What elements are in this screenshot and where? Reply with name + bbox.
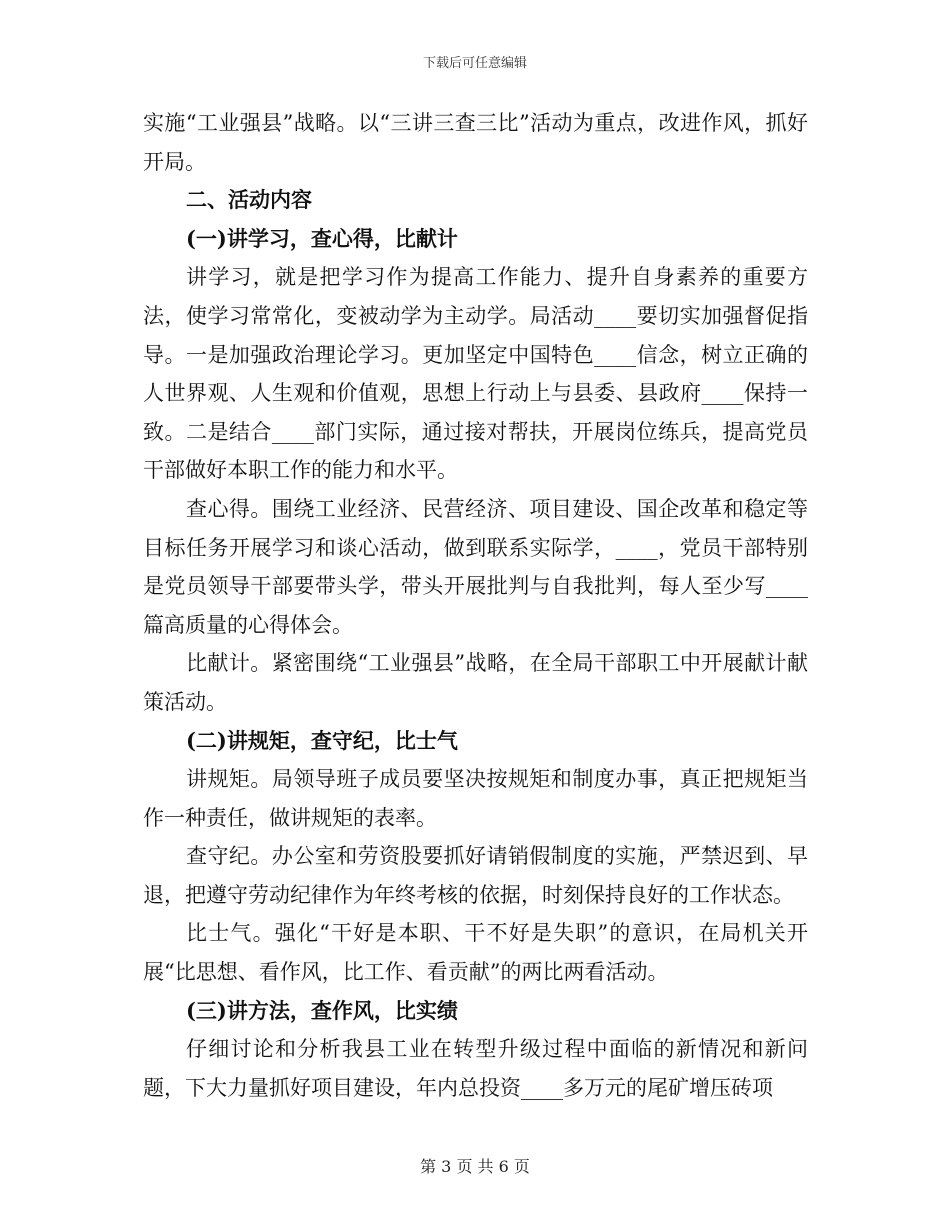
paragraph-morale: 比士气。强化“干好是本职、干不好是失职”的意识，在局机关开展“比思想、看作风，比工作、看贡献”的两比两看活动。 — [143, 921, 808, 985]
paragraph-suggestions: 比献计。紧密围绕“工业强县”战略，在全局干部职工中开展献计献策活动。 — [143, 651, 808, 714]
page-number: 第 3 页 共 6 页 — [420, 1157, 530, 1176]
subheading-methods: (三)讲方法，查作风，比实绩 — [186, 997, 458, 1023]
paragraph-0: 实施“工业强县”战略。以“三讲三查三比”活动为重点，改进作风，抓好开局。 — [143, 111, 808, 174]
document-body — [143, 104, 808, 1107]
paragraph-discipline: 查守纪。办公室和劳资股要抓好请销假制度的实施，严禁迟到、早退，把遵守劳动纪律作为年终考核的依据，时刻保持良好的工作状态。 — [143, 844, 808, 907]
paragraph-study: 讲学习，就是把学习作为提高工作能力、提升自身素养的重要方法，使学习常常化，变被动学为主动学。局活动____要切实加强督促指导。一是加强政治理论学习。更加坚定中国特色____信念，树立正确的人世界观、人生观和价值观，思想上行动上与县委、县政府____保持一致。二是结合____部门实际，通过接对帮扶，开展岗位练兵，提高党员干部做好本职工作的能力和水平。 — [143, 265, 808, 483]
page-header-note: 下载后可任意编辑 — [422, 56, 527, 71]
paragraph-rules: 讲规矩。局领导班子成员要坚决按规矩和制度办事，真正把规矩当作一种责任，做讲规矩的表率。 — [143, 767, 808, 830]
subheading-rules: (二)讲规矩，查守纪，比士气 — [186, 727, 458, 753]
paragraph-methods: 仔细讨论和分析我县工业在转型升级过程中面临的新情况和新问题，下大力量抓好项目建设，年内总投资____多万元的尾矿增压砖项 — [143, 1037, 808, 1100]
subheading-study: (一)讲学习，查心得，比献计 — [186, 225, 458, 251]
paragraph-insights: 查心得。围绕工业经济、民营经济、项目建设、国企改革和稳定等目标任务开展学习和谈心活动，做到联系实际学，____，党员干部特别是党员领导干部要带头学，带头开展批判与自我批判，每人至少写____篇高质量的心得体会。 — [143, 496, 808, 637]
section-heading-activities: 二、活动内容 — [186, 187, 312, 213]
